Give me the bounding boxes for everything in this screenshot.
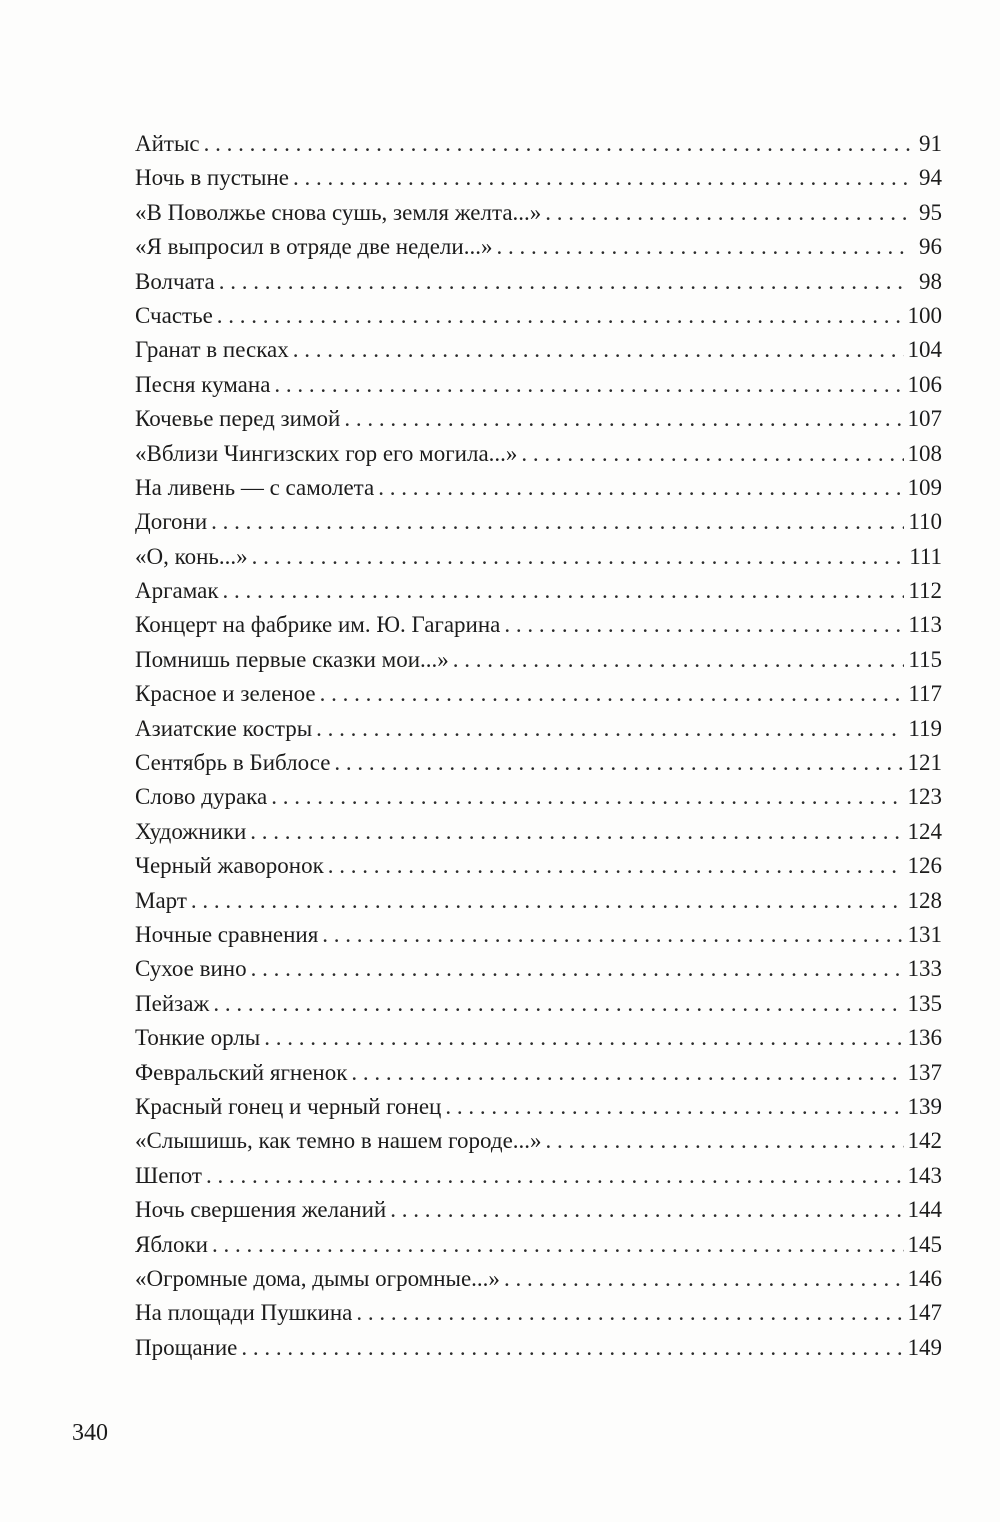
toc-entry-title: Ночь свершения желаний [135,1197,387,1223]
toc-entry-title: «Слышишь, как темно в нашем городе...» [135,1128,542,1154]
toc-entry-title: Песня кумана [135,371,271,397]
dot-leader [293,161,910,195]
toc-entry-page: 142 [907,1128,942,1154]
toc-entry-page: 96 [919,234,942,260]
toc-entry-page: 121 [907,750,942,776]
toc-entry [135,987,942,1021]
toc-entry-title: Айтыс [135,131,200,156]
toc-entry [135,505,942,539]
toc-entry-title: Тонкие орлы [135,1025,261,1051]
toc-entry-title: Аргамак [135,578,219,604]
dot-leader [293,333,904,367]
toc-entry-title: Яблоки [135,1231,208,1257]
dot-leader [453,643,905,677]
dot-leader [219,265,910,299]
toc-entry [135,299,942,333]
toc-entry [135,196,942,230]
toc-entry [135,1124,942,1158]
toc-entry [135,333,942,367]
toc-entry-title: «О, конь...» [135,543,248,569]
toc-entry-title: Ночь в пустыне [135,165,289,191]
toc-entry [135,1262,942,1296]
toc-entry-page: 98 [919,268,942,294]
toc-entry-title: «В Поволжье снова сушь, земля желта...» [135,199,542,225]
toc-entry [135,643,942,677]
toc-entry-title: Черный жаворонок [135,853,324,879]
toc-entry-title: «Я выпросил в отряде две недели...» [135,234,493,260]
toc-entry-title: Догони [135,509,208,535]
toc-entry-page: 147 [907,1300,942,1326]
toc-entry-page: 143 [907,1162,942,1188]
toc-entry-page: 123 [907,784,942,810]
toc-entry-page: 107 [907,406,942,432]
toc-entry-title: Гранат в песках [135,337,289,363]
toc-entry-title: Ночные сравнения [135,921,319,947]
toc-entry-title: Кочевье перед зимой [135,406,341,432]
dot-leader [504,1262,904,1296]
toc-entry-title: Азиатские костры [135,715,313,741]
toc-entry [135,952,942,986]
toc-entry-title: Прощание [135,1334,238,1360]
dot-leader [204,127,910,161]
dot-leader [378,471,903,505]
toc-entry [135,1193,942,1227]
dot-leader [322,918,903,952]
dot-leader [211,505,904,539]
toc-entry-title: Слово дурака [135,784,268,810]
toc-entry [135,1228,942,1262]
dot-leader [251,952,904,986]
dot-leader [496,230,910,264]
toc-entry-page: 126 [907,853,942,879]
toc-entry-page: 135 [907,990,942,1016]
toc-entry [135,780,942,814]
toc-entry-title: Февральский ягненок [135,1059,348,1085]
dot-leader [546,1124,904,1158]
toc-entry [135,677,942,711]
toc-entry [135,127,942,161]
toc-entry-title: «Огромные дома, дымы огромные...» [135,1265,500,1291]
toc-entry [135,1090,942,1124]
toc-entry [135,1331,942,1365]
toc-entry-title: Пейзаж [135,990,210,1016]
toc-entry-title: На площади Пушкина [135,1300,353,1326]
toc-entry-page: 112 [908,578,942,604]
toc-entry-title: Помнишь первые сказки мои...» [135,646,449,672]
toc-entry-page: 108 [907,440,942,466]
toc-entry-title: Красный гонец и черный гонец [135,1093,442,1119]
toc-entry-page: 94 [919,165,942,191]
dot-leader [223,574,905,608]
toc-entry-page: 145 [907,1231,942,1257]
dot-leader [191,884,904,918]
toc-entry-page: 91 [919,131,942,156]
toc-entry [135,471,942,505]
toc-entry-title: Волчата [135,268,215,294]
dot-leader [217,299,904,333]
dot-leader [320,677,905,711]
toc-entry [135,230,942,264]
dot-leader [390,1193,903,1227]
dot-leader [250,815,903,849]
toc-entry [135,540,942,574]
toc-entry-page: 106 [907,371,942,397]
toc-entry-page: 128 [907,887,942,913]
toc-entry-page: 113 [908,612,942,638]
dot-leader [264,1021,903,1055]
toc-entry-title: На ливень — с самолета [135,474,375,500]
dot-leader [252,540,906,574]
toc-entry [135,608,942,642]
toc-entry-title: Март [135,887,187,913]
toc-entry [135,849,942,883]
dot-leader [344,402,903,436]
toc-entry-page: 111 [909,543,942,569]
toc-entry [135,402,942,436]
toc-entry-title: «Вблизи Чингизских гор его могила...» [135,440,518,466]
dot-leader [356,1296,903,1330]
toc-entry [135,1296,942,1330]
dot-leader [271,780,903,814]
toc-entry [135,1056,942,1090]
toc-entry [135,437,942,471]
toc-entry [135,368,942,402]
toc-entry-title: Концерт на фабрике им. Ю. Гагарина [135,612,501,638]
toc-entry-title: Красное и зеленое [135,681,316,707]
toc-entry [135,1021,942,1055]
toc-entry-title: Счастье [135,302,213,328]
dot-leader [521,437,903,471]
toc-entry-page: 104 [907,337,942,363]
toc-entry [135,918,942,952]
toc-entry-page: 146 [907,1265,942,1291]
toc-entry-page: 131 [907,921,942,947]
toc-entry [135,815,942,849]
toc-entry-page: 117 [908,681,942,707]
toc-entry-page: 100 [907,302,942,328]
toc-entry [135,1159,942,1193]
toc-entry-page: 133 [907,956,942,982]
dot-leader [274,368,903,402]
toc-entry [135,746,942,780]
toc-entry [135,161,942,195]
dot-leader [206,1159,904,1193]
page-number: 340 [72,1420,108,1446]
table-of-contents [135,127,942,1365]
dot-leader [212,1228,904,1262]
dot-leader [316,712,904,746]
toc-entry-page: 124 [907,818,942,844]
toc-entry-title: Художники [135,818,247,844]
toc-entry-page: 149 [907,1334,942,1360]
toc-entry-page: 119 [908,715,942,741]
toc-entry [135,712,942,746]
toc-entry-page: 115 [908,646,942,672]
toc-entry-page: 109 [907,474,942,500]
dot-leader [351,1056,903,1090]
toc-entry-page: 139 [907,1093,942,1119]
toc-entry-page: 144 [907,1197,942,1223]
toc-entry-page: 110 [908,509,942,535]
dot-leader [545,196,910,230]
toc-entry-page: 95 [919,199,942,225]
toc-entry [135,884,942,918]
dot-leader [334,746,903,780]
dot-leader [445,1090,903,1124]
dot-leader [328,849,904,883]
toc-entry-title: Шепот [135,1162,202,1188]
dot-leader [213,987,903,1021]
dot-leader [504,608,904,642]
dot-leader [241,1331,903,1365]
toc-entry-page: 137 [907,1059,942,1085]
toc-entry [135,574,942,608]
toc-entry-title: Сухое вино [135,956,247,982]
toc-entry [135,265,942,299]
toc-entry-page: 136 [907,1025,942,1051]
toc-entry-title: Сентябрь в Библосе [135,750,331,776]
